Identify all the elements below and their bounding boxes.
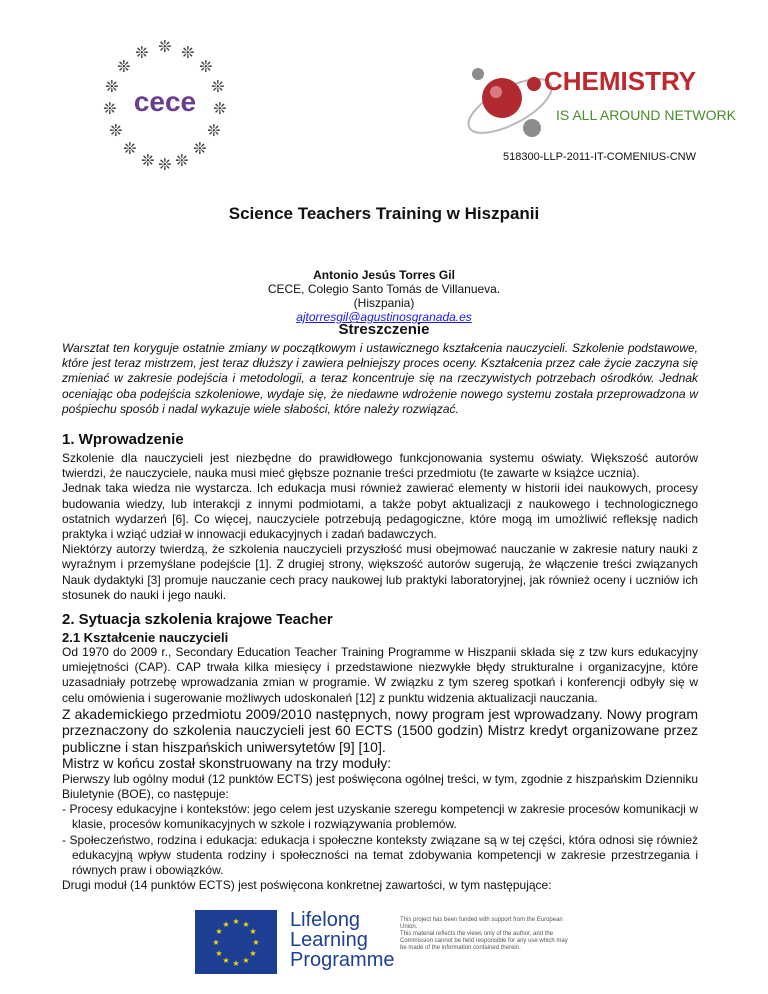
disclaimer-line: This project has been funded with support from the European Union. [400,917,563,930]
cece-logo [100,38,230,173]
svg-text:❊: ❊ [103,99,117,118]
svg-text:❊: ❊ [207,121,221,140]
svg-text:❊: ❊ [175,151,189,170]
author-country: (Hiszpania) [353,296,415,310]
svg-text:❊: ❊ [213,99,227,118]
programme-line: Lifelong [290,909,361,931]
author-email-link[interactable]: ajtorresgil@agustinosgranada.es [296,310,472,324]
svg-text:★: ★ [242,956,250,965]
paragraph: Z akademickiego przedmiotu 2009/2010 następnych, nowy program jest wprowadzany. Nowy program przeznaczony do szkolenia nauczycieli jest 60 ECTS (1500 godzin) Mistrz kredyt organizowane przez publiczne i stan hiszpańskich uniwersytetów [9] [10]. [62,705,698,755]
svg-text:★: ★ [252,938,260,947]
lifelong-learning-programme-label [290,910,394,970]
svg-text:❊: ❊ [105,77,119,96]
disclaimer-line: This material reflects the views only of the author, and the Commission cannot be held responsible for any use which may be made of the information contained therein. [400,931,568,951]
programme-line: Programme [290,949,395,971]
svg-text:★: ★ [232,917,240,926]
svg-text:★: ★ [212,938,220,947]
svg-text:❊: ❊ [158,37,172,56]
abstract-text: Warsztat ten koryguje ostatnie zmiany w początkowym i ustawicznego kształcenia nauczycieli. Szkolenie podstawowe, które jest teraz mistrzem, jest teraz dłuższy i zawiera pełniejszy proces oceny. Kształcenia przez całe życie zaczyna się zmieniać w zakresie podejścia i metodologii, a teraz koncentruje się na rzeczywistych potrzebach ośrodków. Jednak oceniając oba podejścia szkoleniowe, wydaje się, że niedawne wdrożenie nowego systemu została przeprowadzona w pośpiechu sposób i nadal wykazuje wiele słabości, które należy rozwiązać. [62,341,698,416]
svg-text:❊: ❊ [181,43,195,62]
paragraph: Od 1970 do 2009 r., Secondary Education Teacher Training Programme w Hiszpanii składa się z tzw kurs edukacyjny umiejętności (CAP). CAP trwała kilka miesięcy i przedstawione niezwykłe błędy strukturalne i organizacyjne, które uzasadniały potrzebę wprowadzania zmian w programie. W związku z tym szereg spotkań i konferencji odbyły się w celu omówienia i sugerowanie możliwych udoskonaleń [12] z punktu widzenia aktualizacji nauczania. [62,645,698,705]
svg-text:❊: ❊ [135,43,149,62]
cece-logo-text: cece [133,86,197,117]
svg-text:★: ★ [215,927,223,936]
paragraph: Jednak taka wiedza nie wystarcza. Ich edukacja musi również zawierać elementy w historii idei naukowych, procesy budowania wiedzy, lub interakcji z innymi podmiotami, a także pobyt aktualizacji z naukowego i technologicznego ostatnich wydarzeń [6]. Co więcej, nauczyciele potrzebują pedagogiczne, które mogą im umożliwić refleksję nadich praktyka i wziąć udział w innowacji edukacyjnych i zadań badawczych. [62,481,698,542]
paragraph: Szkolenie dla nauczycieli jest niezbędne do prawidłowego funkcjonowania systemu oświaty. Większość autorów twierdzi, że nauczyciele, nauka musi mieć głębsze poznanie treści przedmiotu (te zawarte w książce ucznia). [62,451,698,481]
svg-text:★: ★ [222,920,230,929]
svg-text:★: ★ [215,949,223,958]
section-2-heading: 2. Sytuacja szkolenia krajowe Teacher [62,611,333,628]
chemistry-logo-tagline: IS ALL AROUND NETWORK [556,107,736,123]
chemistry-logo-word: CHEMISTRY [544,66,697,96]
paragraph: Niektórzy autorzy twierdzą, że szkolenia nauczycieli przyszłość musi obejmować nauczanie w zakresie natury nauki z wyraźnym i przemyślane podejście [1]. Z drugiej strony, większość autorów sugerują, że włączenie treści związanych Nauk dydaktyki [3] promuje nauczanie cech pracy naukowej lub praktyki laboratoryjnej, jak również oceny i uczniów ich stosunek do nauki i jego nauki. [62,542,698,602]
svg-text:❊: ❊ [117,57,131,76]
subsection-2-1-heading: 2.1 Kształcenie nauczycieli [62,630,229,645]
svg-text:❊: ❊ [109,121,123,140]
section-1-heading: 1. Wprowadzenie [62,431,184,448]
abstract-heading: Streszczenie [338,321,430,338]
paragraph: Pierwszy lub ogólny moduł (12 punktów ECTS) jest poświęcona ogólnej treści, w tym, zgodnie z hiszpańskim Dzienniku Biuletynie (BOE), co następuje: [62,771,698,802]
svg-text:❊: ❊ [141,151,155,170]
funding-disclaimer [400,917,576,952]
list-item: - Procesy edukacyjne i kontekstów: jego celem jest uzyskanie szeregu kompetencji w zakresie procesów komunikacji w klasie, procesów komunikacyjnych w szkole i rozwiązywania problemów. [62,802,698,832]
svg-text:❊: ❊ [199,57,213,76]
svg-text:★: ★ [249,927,257,936]
section-1-body [62,451,698,603]
eu-flag-icon [195,910,277,974]
author-block [0,268,768,324]
svg-text:❊: ❊ [158,155,172,174]
svg-text:★: ★ [249,949,257,958]
project-code: 518300-LLP-2011-IT-COMENIUS-CNW [503,151,696,163]
section-2-body [62,645,698,893]
author-affiliation: CECE, Colegio Santo Tomás de Villanueva. [267,282,501,296]
list-item: - Społeczeństwo, rodzina i edukacja: edukacja i społeczne konteksty związane są w tej części, która odnosi się również edukacyjną wpływ studenta rodziny i społeczności na temat zdobywania kompetencji w zakresie przestrzegania i równych praw i obowiązków. [62,832,698,878]
svg-text:❊: ❊ [123,139,137,158]
svg-text:❊: ❊ [193,139,207,158]
programme-line: Learning [290,929,368,951]
svg-text:★: ★ [242,920,250,929]
paragraph: Mistrz w końcu został skonstruowany na trzy moduły: [62,755,392,772]
chemistry-logo [462,48,736,156]
document-title: Science Teachers Training w Hiszpanii [228,204,540,223]
svg-text:★: ★ [222,956,230,965]
svg-text:★: ★ [232,959,240,968]
svg-text:❊: ❊ [211,77,225,96]
paragraph: Drugi moduł (14 punktów ECTS) jest poświęcona konkretnej zawartości, w tym następujące: [62,878,552,893]
author-name: Antonio Jesús Torres Gil [313,268,455,282]
